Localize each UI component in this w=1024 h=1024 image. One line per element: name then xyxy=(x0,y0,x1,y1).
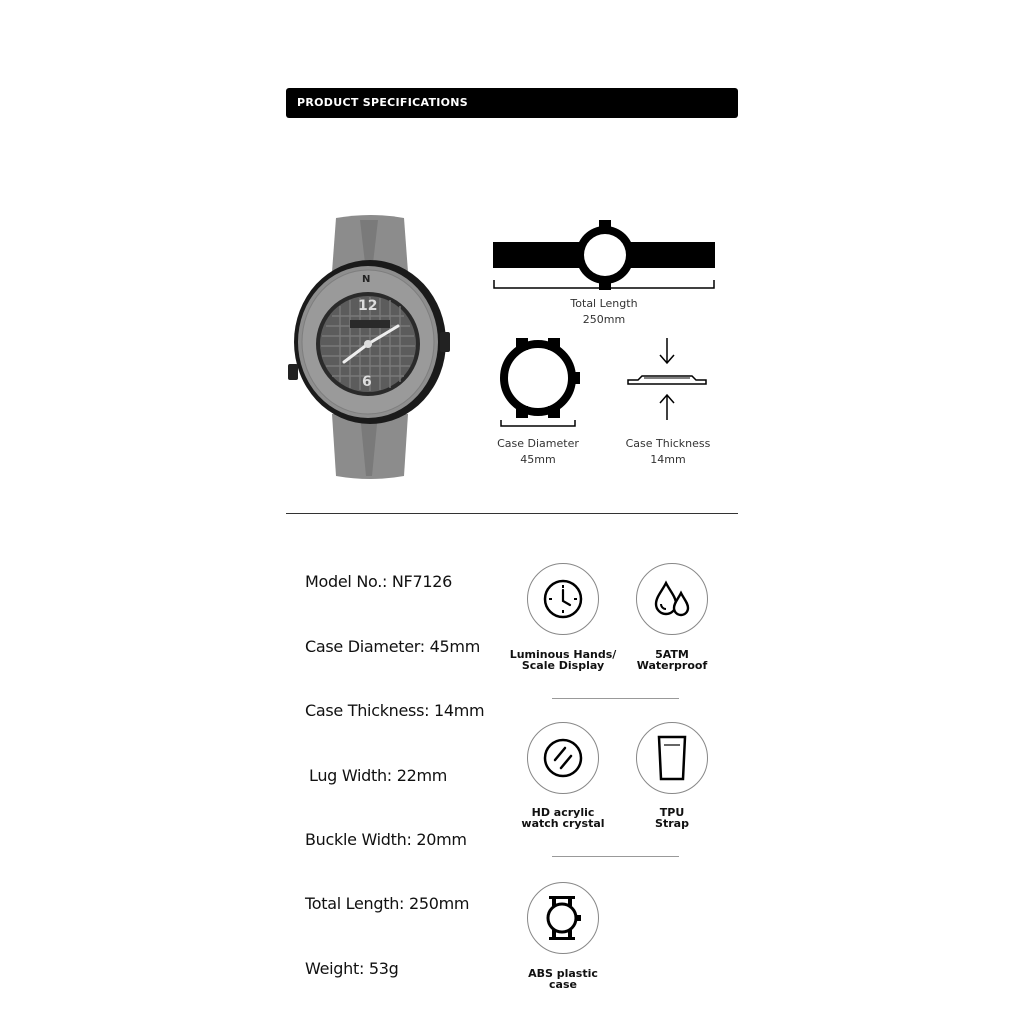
feature-case-label xyxy=(503,968,623,990)
feature-crystal-label xyxy=(503,807,623,829)
crystal-icon xyxy=(541,736,585,780)
svg-text:12: 12 xyxy=(358,298,378,314)
feature-case-circle xyxy=(527,882,599,954)
clock-icon xyxy=(541,577,585,621)
spec-weight xyxy=(305,959,398,978)
section-title: PRODUCT SPECIFICATIONS xyxy=(297,96,469,109)
spec-label: Case Thickness: xyxy=(305,701,430,720)
spec-label: Model No.: xyxy=(305,572,388,591)
spec-total-length xyxy=(305,894,469,913)
feature-luminous-circle xyxy=(527,563,599,635)
spec-buckle-width xyxy=(305,830,467,849)
spec-label: Total Length: xyxy=(305,894,405,913)
feature-line: Scale Display xyxy=(521,659,605,672)
section-header-bar xyxy=(286,88,738,118)
spec-value: 20mm xyxy=(416,830,467,849)
watch-product-image xyxy=(286,214,450,480)
spec-label: Weight: xyxy=(305,959,365,978)
spec-lug-width xyxy=(309,766,447,785)
total-length-value: 250mm xyxy=(582,313,626,326)
total-length-caption xyxy=(553,296,655,328)
feature-line: Waterproof xyxy=(636,659,708,672)
feature-line: watch crystal xyxy=(521,817,605,830)
case-thickness-caption xyxy=(622,436,714,468)
watch-case-icon xyxy=(539,892,587,944)
feature-waterproof-circle xyxy=(636,563,708,635)
case-thickness-diagram xyxy=(626,336,710,424)
feature-luminous-label xyxy=(503,649,623,671)
spec-value: 22mm xyxy=(396,766,448,785)
spec-label: Case Diameter: xyxy=(305,637,425,656)
feature-waterproof-label xyxy=(612,649,732,671)
spec-case-thickness xyxy=(305,701,484,720)
feature-crystal-circle xyxy=(527,722,599,794)
strap-icon xyxy=(650,733,694,783)
total-length-diagram xyxy=(492,218,718,294)
section-divider xyxy=(286,513,738,514)
feature-line: HD acrylic xyxy=(531,806,595,819)
spec-case-diameter xyxy=(305,637,480,656)
feature-strap-circle xyxy=(636,722,708,794)
case-thickness-label: Case Thickness xyxy=(625,437,711,450)
spec-value: NF7126 xyxy=(391,572,452,591)
case-diameter-value: 45mm xyxy=(520,453,556,466)
feature-line: Strap xyxy=(655,817,689,830)
case-thickness-value: 14mm xyxy=(650,453,686,466)
feature-divider xyxy=(552,856,679,857)
spec-value: 53g xyxy=(368,959,399,978)
feature-line: 5ATM xyxy=(655,648,689,661)
case-diameter-caption xyxy=(494,436,582,468)
total-length-label: Total Length xyxy=(570,297,638,310)
feature-line: case xyxy=(549,978,577,991)
spec-value: 250mm xyxy=(408,894,470,913)
feature-line: ABS plastic xyxy=(528,967,598,980)
svg-text:N: N xyxy=(362,274,371,285)
spec-value: 14mm xyxy=(434,701,485,720)
svg-text:6: 6 xyxy=(362,374,372,390)
spec-label: Buckle Width: xyxy=(305,830,412,849)
spec-model-no xyxy=(305,572,452,591)
case-diameter-diagram xyxy=(498,334,582,430)
water-drops-icon xyxy=(650,577,694,621)
feature-divider xyxy=(552,698,679,699)
feature-strap-label xyxy=(612,807,732,829)
spec-label: Lug Width: xyxy=(309,766,392,785)
case-diameter-label: Case Diameter xyxy=(497,437,579,450)
feature-line: TPU xyxy=(659,806,685,819)
feature-line: Luminous Hands/ xyxy=(509,648,617,661)
spec-value: 45mm xyxy=(429,637,480,656)
